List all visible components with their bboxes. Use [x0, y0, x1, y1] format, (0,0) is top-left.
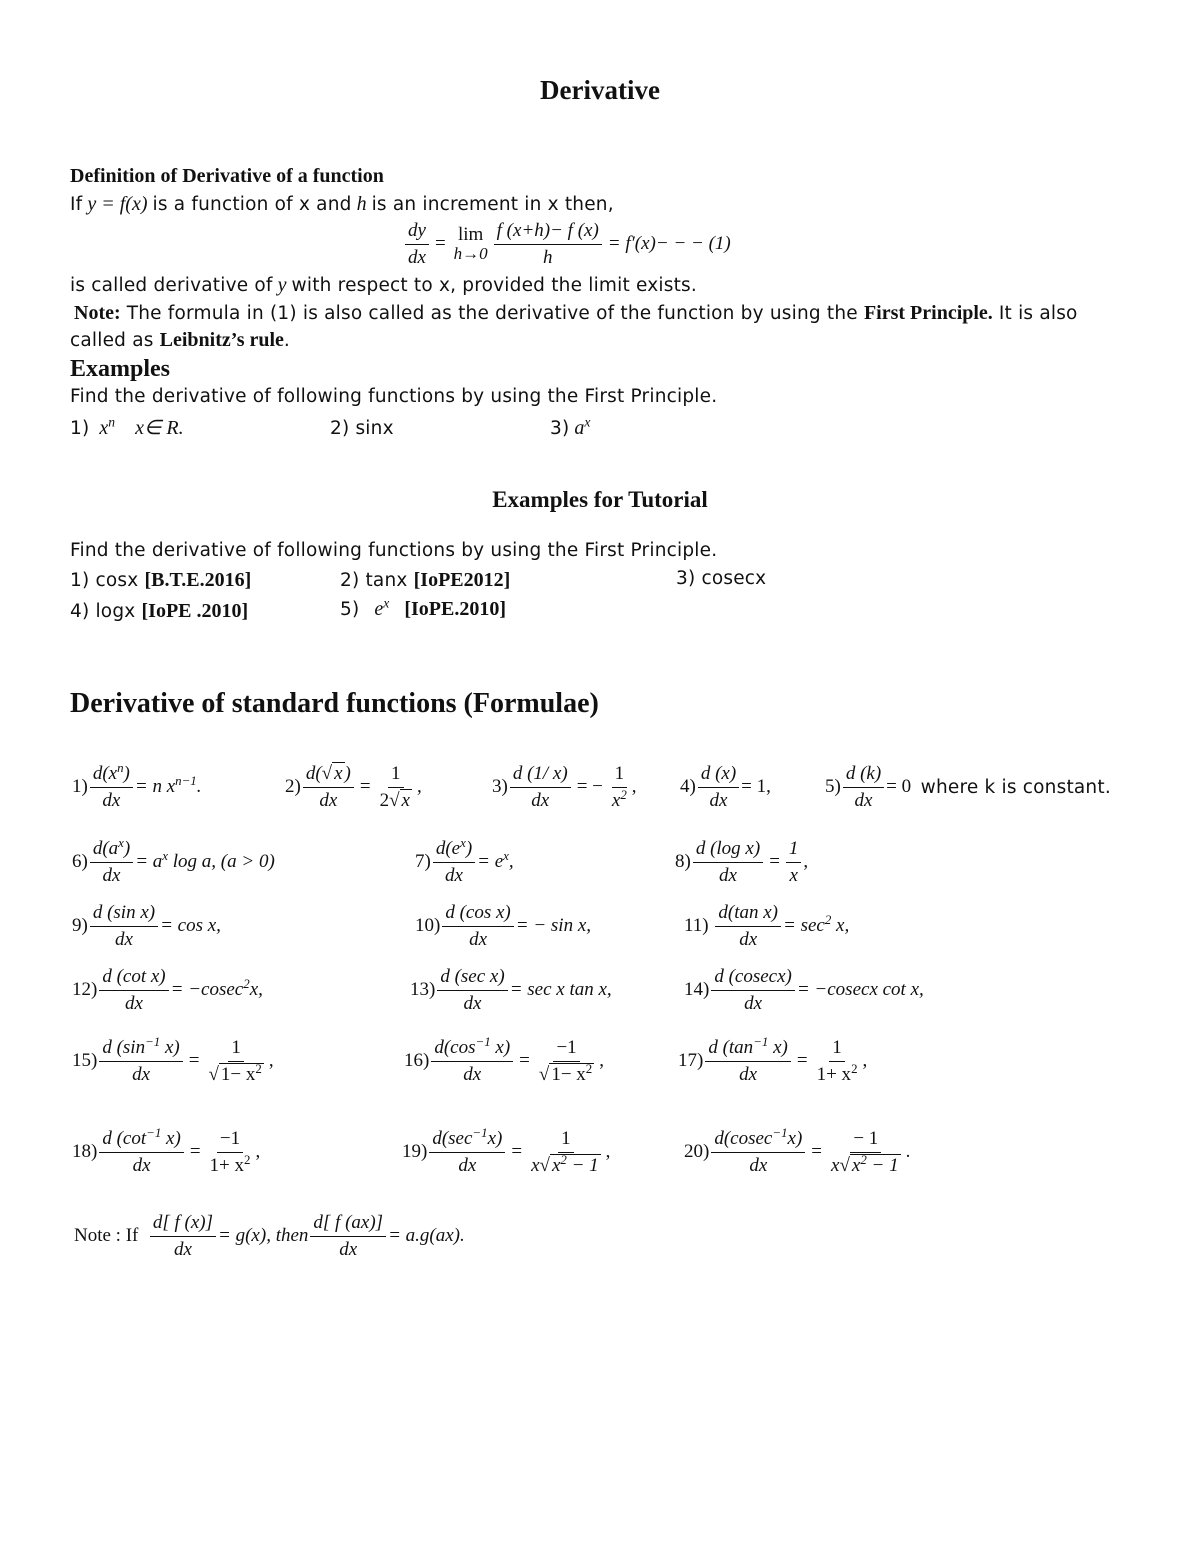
formula-10: 10) $\frac{\text{d (cos x)}}{dx}$ = − sin x,: [415, 902, 591, 950]
examples-heading: Examples: [70, 356, 171, 382]
formula-15: 15) $\frac{d (\sin^{-1} x)}{dx}$ = $\frac{1}{√ 1- x^2}$ ,: [72, 1033, 274, 1085]
example-item-3: 3) $a^x$: [550, 414, 591, 439]
formula-19: 19) $\frac{d(\sec^{-1}x)}{dx}$ = $\frac{1}{x√ x^2 - 1}$ ,: [402, 1124, 611, 1176]
example-item-1: 1) $x^n$ x∈ R.: [70, 414, 184, 439]
standard-formulae-heading: Derivative of standard functions (Formulae): [70, 688, 599, 719]
definition-line-2: is called derivative of y with respect to x, provided the limit exists.: [70, 274, 697, 296]
difference-quotient: $\frac{f (x+h)- f (x)}{h}$: [494, 220, 602, 269]
examples-instruction: Find the derivative of following functions by using the First Principle.: [70, 386, 718, 407]
chain-rule-note: Note : If $\frac{d[ f (x)]}{dx}$ = g(x), then $\frac{d[ f (ax)]}{dx}$ = a.g(ax).: [74, 1212, 465, 1260]
formula-9: 9) $\frac{\text{d (sin x)}}{dx}$ = cos x,: [72, 902, 221, 950]
formula-1: 1) $\frac{d(x^n)}{dx}$ = n $x^{n-1}$.: [72, 759, 202, 811]
dy-dx-fraction: $\frac{dy}{dx}$: [405, 220, 429, 269]
formula-2: 2) $\frac{d(√ x )}{dx}$ = $\frac{1}{2√ x}$ ,: [285, 763, 422, 811]
note-line-2: called as Leibnitz’s rule.: [70, 329, 290, 351]
formula-20: 20) $\frac{d(cosec^{-1}x)}{dx}$ = $\frac{- 1}{x√ x^2 - 1}$ .: [684, 1124, 911, 1176]
tutorial-item-4: 4) logx [IoPE .2010]: [70, 600, 249, 622]
page-title: Derivative: [540, 75, 660, 105]
note-line-1: Note: The formula in (1) is also called as the derivative of the function by using the First Principle. It is also: [74, 302, 1078, 324]
formula-8: 8) $\frac{\text{d (log x)}}{dx}$ = $\frac{1}{x}$ ,: [675, 838, 809, 886]
definition-heading: Definition of Derivative of a function: [70, 165, 384, 187]
definition-line-1: If y = f(x) is a function of x and h is an increment in x then,: [70, 193, 614, 215]
formula-3: 3) $\frac{d (1/ x)}{dx}$ = − $\frac{1}{x^2}$ ,: [492, 763, 637, 811]
tutorial-heading: Examples for Tutorial: [492, 487, 708, 512]
formula-17: 17) $\frac{d (\tan^{-1} x)}{dx}$ = $\frac{1}{1+ x^2}$ ,: [678, 1033, 868, 1085]
formula-13: 13) $\frac{\text{d (sec x)}}{dx}$ = sec x tan x,: [410, 966, 612, 1014]
formula-7: 7) $\frac{d(e^x)}{dx}$ = $e^x$,: [415, 834, 514, 886]
formula-5: 5) $\frac{d (k)}{dx}$ = 0 where k is constant.: [825, 763, 1111, 811]
formula-14: 14) $\frac{d (cosecx)}{dx}$ = −cosecx cot x,: [684, 966, 924, 1014]
formula-16: 16) $\frac{d(\cos^{-1} x)}{dx}$ = $\frac{-1}{√ 1- x^2}$ ,: [404, 1033, 604, 1085]
tutorial-instruction: Find the derivative of following functions by using the First Principle.: [70, 540, 718, 561]
tutorial-item-2: 2) tanx [IoPE2012]: [340, 569, 511, 591]
derivative-definition-formula: $\frac{dy}{dx}$ = lim h→0 $\frac{f (x+h)- f (x)}{h}$ = f′(x)− − − (1): [403, 220, 735, 269]
formula-6: 6) $\frac{d(a^x)}{dx}$ = $a^x$ log a, (a > 0): [72, 834, 275, 886]
limit-operator: lim h→0: [453, 223, 488, 264]
tutorial-item-1: 1) cosx [B.T.E.2016]: [70, 569, 252, 591]
tutorial-item-3: 3) cosecx: [676, 568, 767, 589]
tutorial-item-5: 5) $e^x$ [IoPE.2010]: [340, 595, 506, 620]
example-item-2: 2) sinx: [330, 418, 394, 439]
formula-11: 11) $\frac{\text{d(tan x)}}{dx}$ = $\sec^2 x$,: [684, 902, 850, 950]
formula-12: 12) $\frac{\text{d (cot x)}}{dx}$ = −cosec$^2$x,: [72, 966, 263, 1014]
formula-4: 4) $\frac{d (x)}{dx}$ = 1,: [680, 763, 771, 811]
formula-18: 18) $\frac{d (\cot^{-1} x)}{dx}$ = $\frac{-1}{1+ x^2}$ ,: [72, 1124, 261, 1176]
